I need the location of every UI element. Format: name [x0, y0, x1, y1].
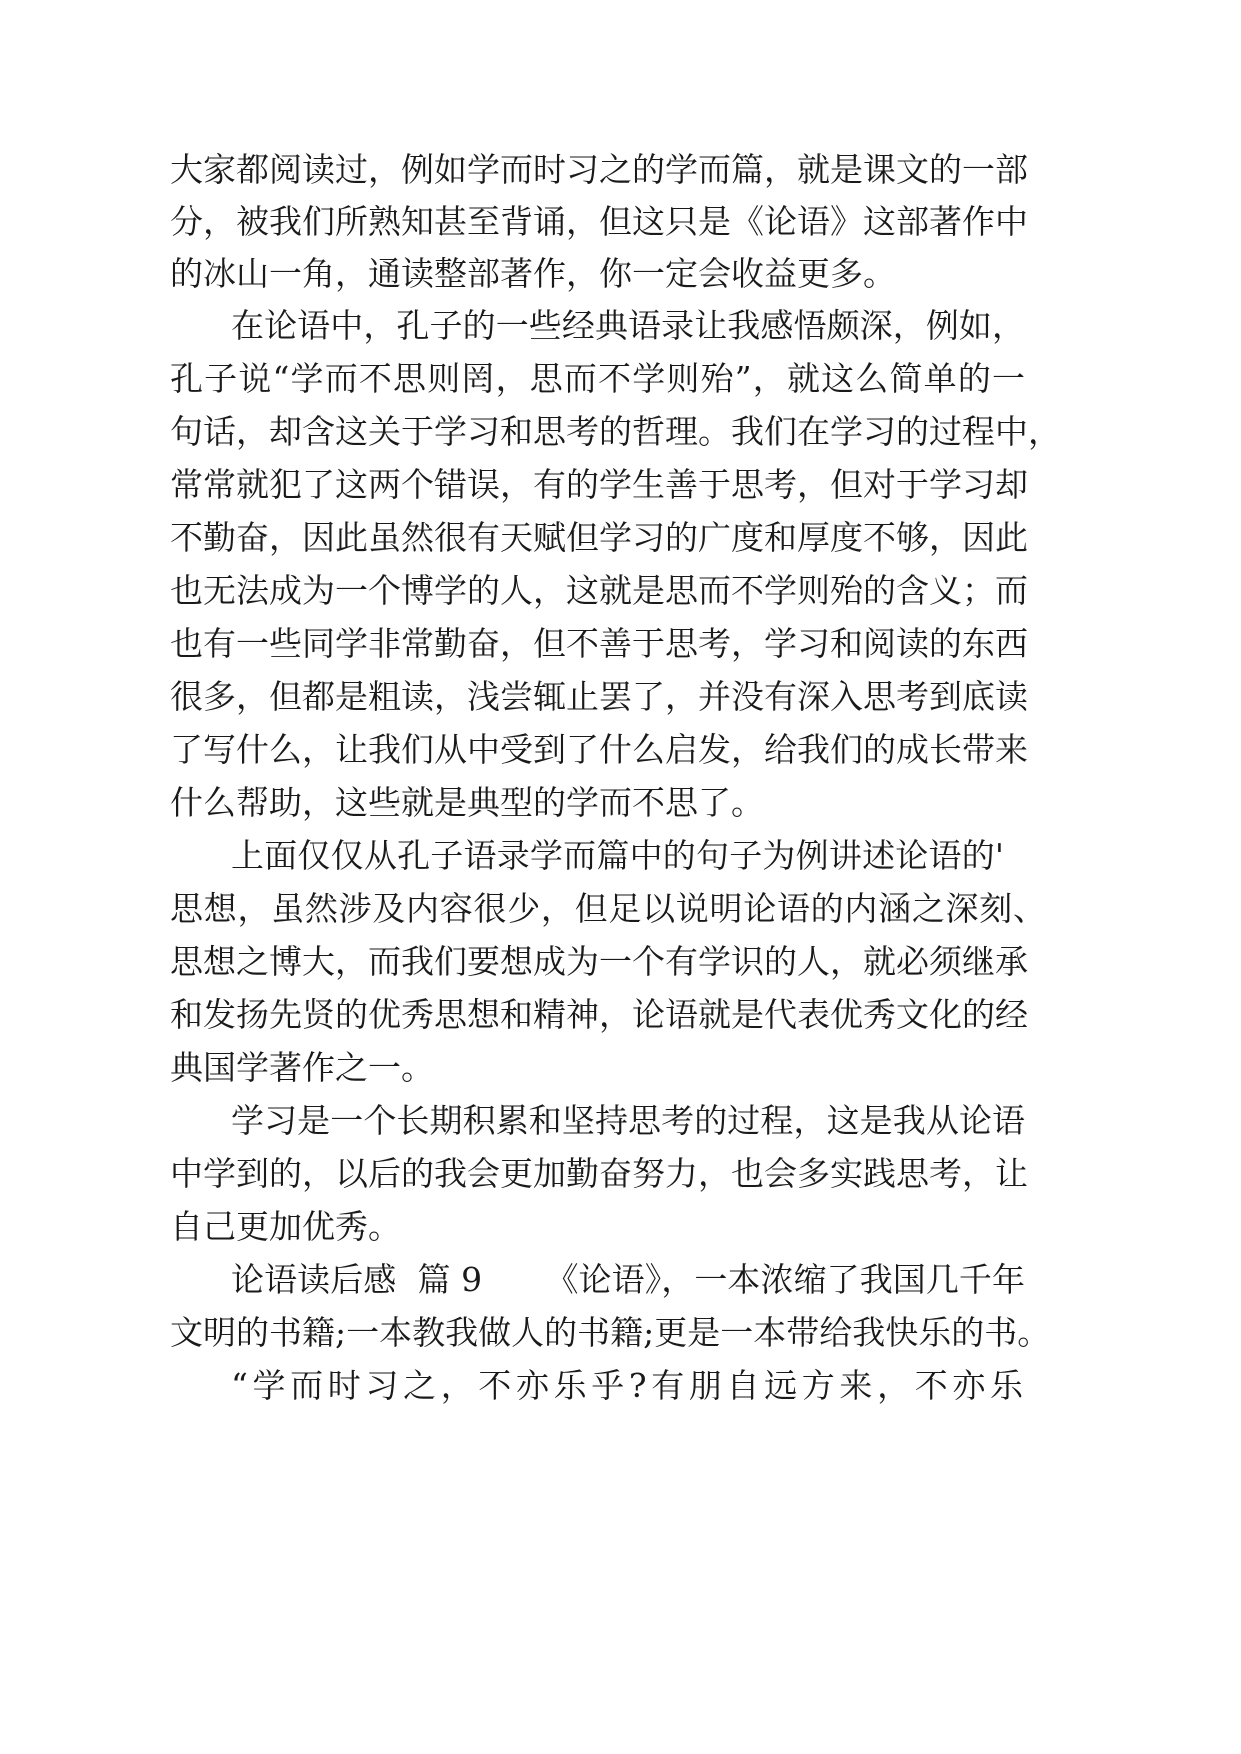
text-line: 大家都阅读过，例如学而时习之的学而篇，就是课文的一部: [170, 150, 1028, 189]
text-line: 思想之博大，而我们要想成为一个有学识的人，就必须继承: [170, 942, 1028, 981]
text-line: 常常就犯了这两个错误，有的学生善于思考，但对于学习却: [170, 465, 1028, 504]
text-line: 孔子说“学而不思则罔，思而不学则殆”，就这么简单的一: [170, 359, 1025, 398]
text-line: 思想，虽然涉及内容很少，但足以说明论语的内涵之深刻、: [170, 889, 1046, 928]
text-line: 文明的书籍;一本教我做人的书籍;更是一本带给我快乐的书。: [170, 1313, 1051, 1352]
text-line: 也无法成为一个博学的人，这就是思而不学则殆的含义；而: [170, 571, 1028, 610]
paragraph-first-line: 在论语中，孔子的一些经典语录让我感悟颇深，例如，: [231, 306, 1025, 345]
text-line: 和发扬先贤的优秀思想和精神，论语就是代表优秀文化的经: [170, 995, 1028, 1034]
text-line: 典国学著作之一。: [170, 1048, 434, 1087]
text-line: 也有一些同学非常勤奋，但不善于思考，学习和阅读的东西: [170, 624, 1028, 663]
text-line: 什么帮助，这些就是典型的学而不思了。: [170, 783, 764, 822]
text-line: 中学到的，以后的我会更加勤奋努力，也会多实践思考，让: [170, 1154, 1028, 1193]
text-line: 不勤奋，因此虽然很有天赋但学习的广度和厚度不够，因此: [170, 518, 1028, 557]
text-line: 句话，却含这关于学习和思考的哲理。我们在学习的过程中，: [170, 412, 1061, 451]
text-line: 很多，但都是粗读，浅尝辄止罢了，并没有深入思考到底读: [170, 677, 1028, 716]
text-line: 分，被我们所熟知甚至背诵，但这只是《论语》这部著作中: [170, 202, 1028, 241]
paragraph-first-line: 学习是一个长期积累和坚持思考的过程，这是我从论语: [231, 1101, 1025, 1140]
text-line: 自己更加优秀。: [170, 1207, 401, 1246]
text-line: 了写什么，让我们从中受到了什么启发，给我们的成长带来: [170, 730, 1028, 769]
paragraph-first-line: 上面仅仅从孔子语录学而篇中的句子为例讲述论语的': [231, 836, 1004, 875]
section-heading-line: 论语读后感 篇 9 《论语》，一本浓缩了我国几千年: [231, 1260, 1025, 1299]
text-line: 的冰山一角，通读整部著作，你一定会收益更多。: [170, 254, 896, 293]
quote-line: “学而时习之，不亦乐乎?有朋自远方来，不亦乐: [231, 1366, 1025, 1405]
